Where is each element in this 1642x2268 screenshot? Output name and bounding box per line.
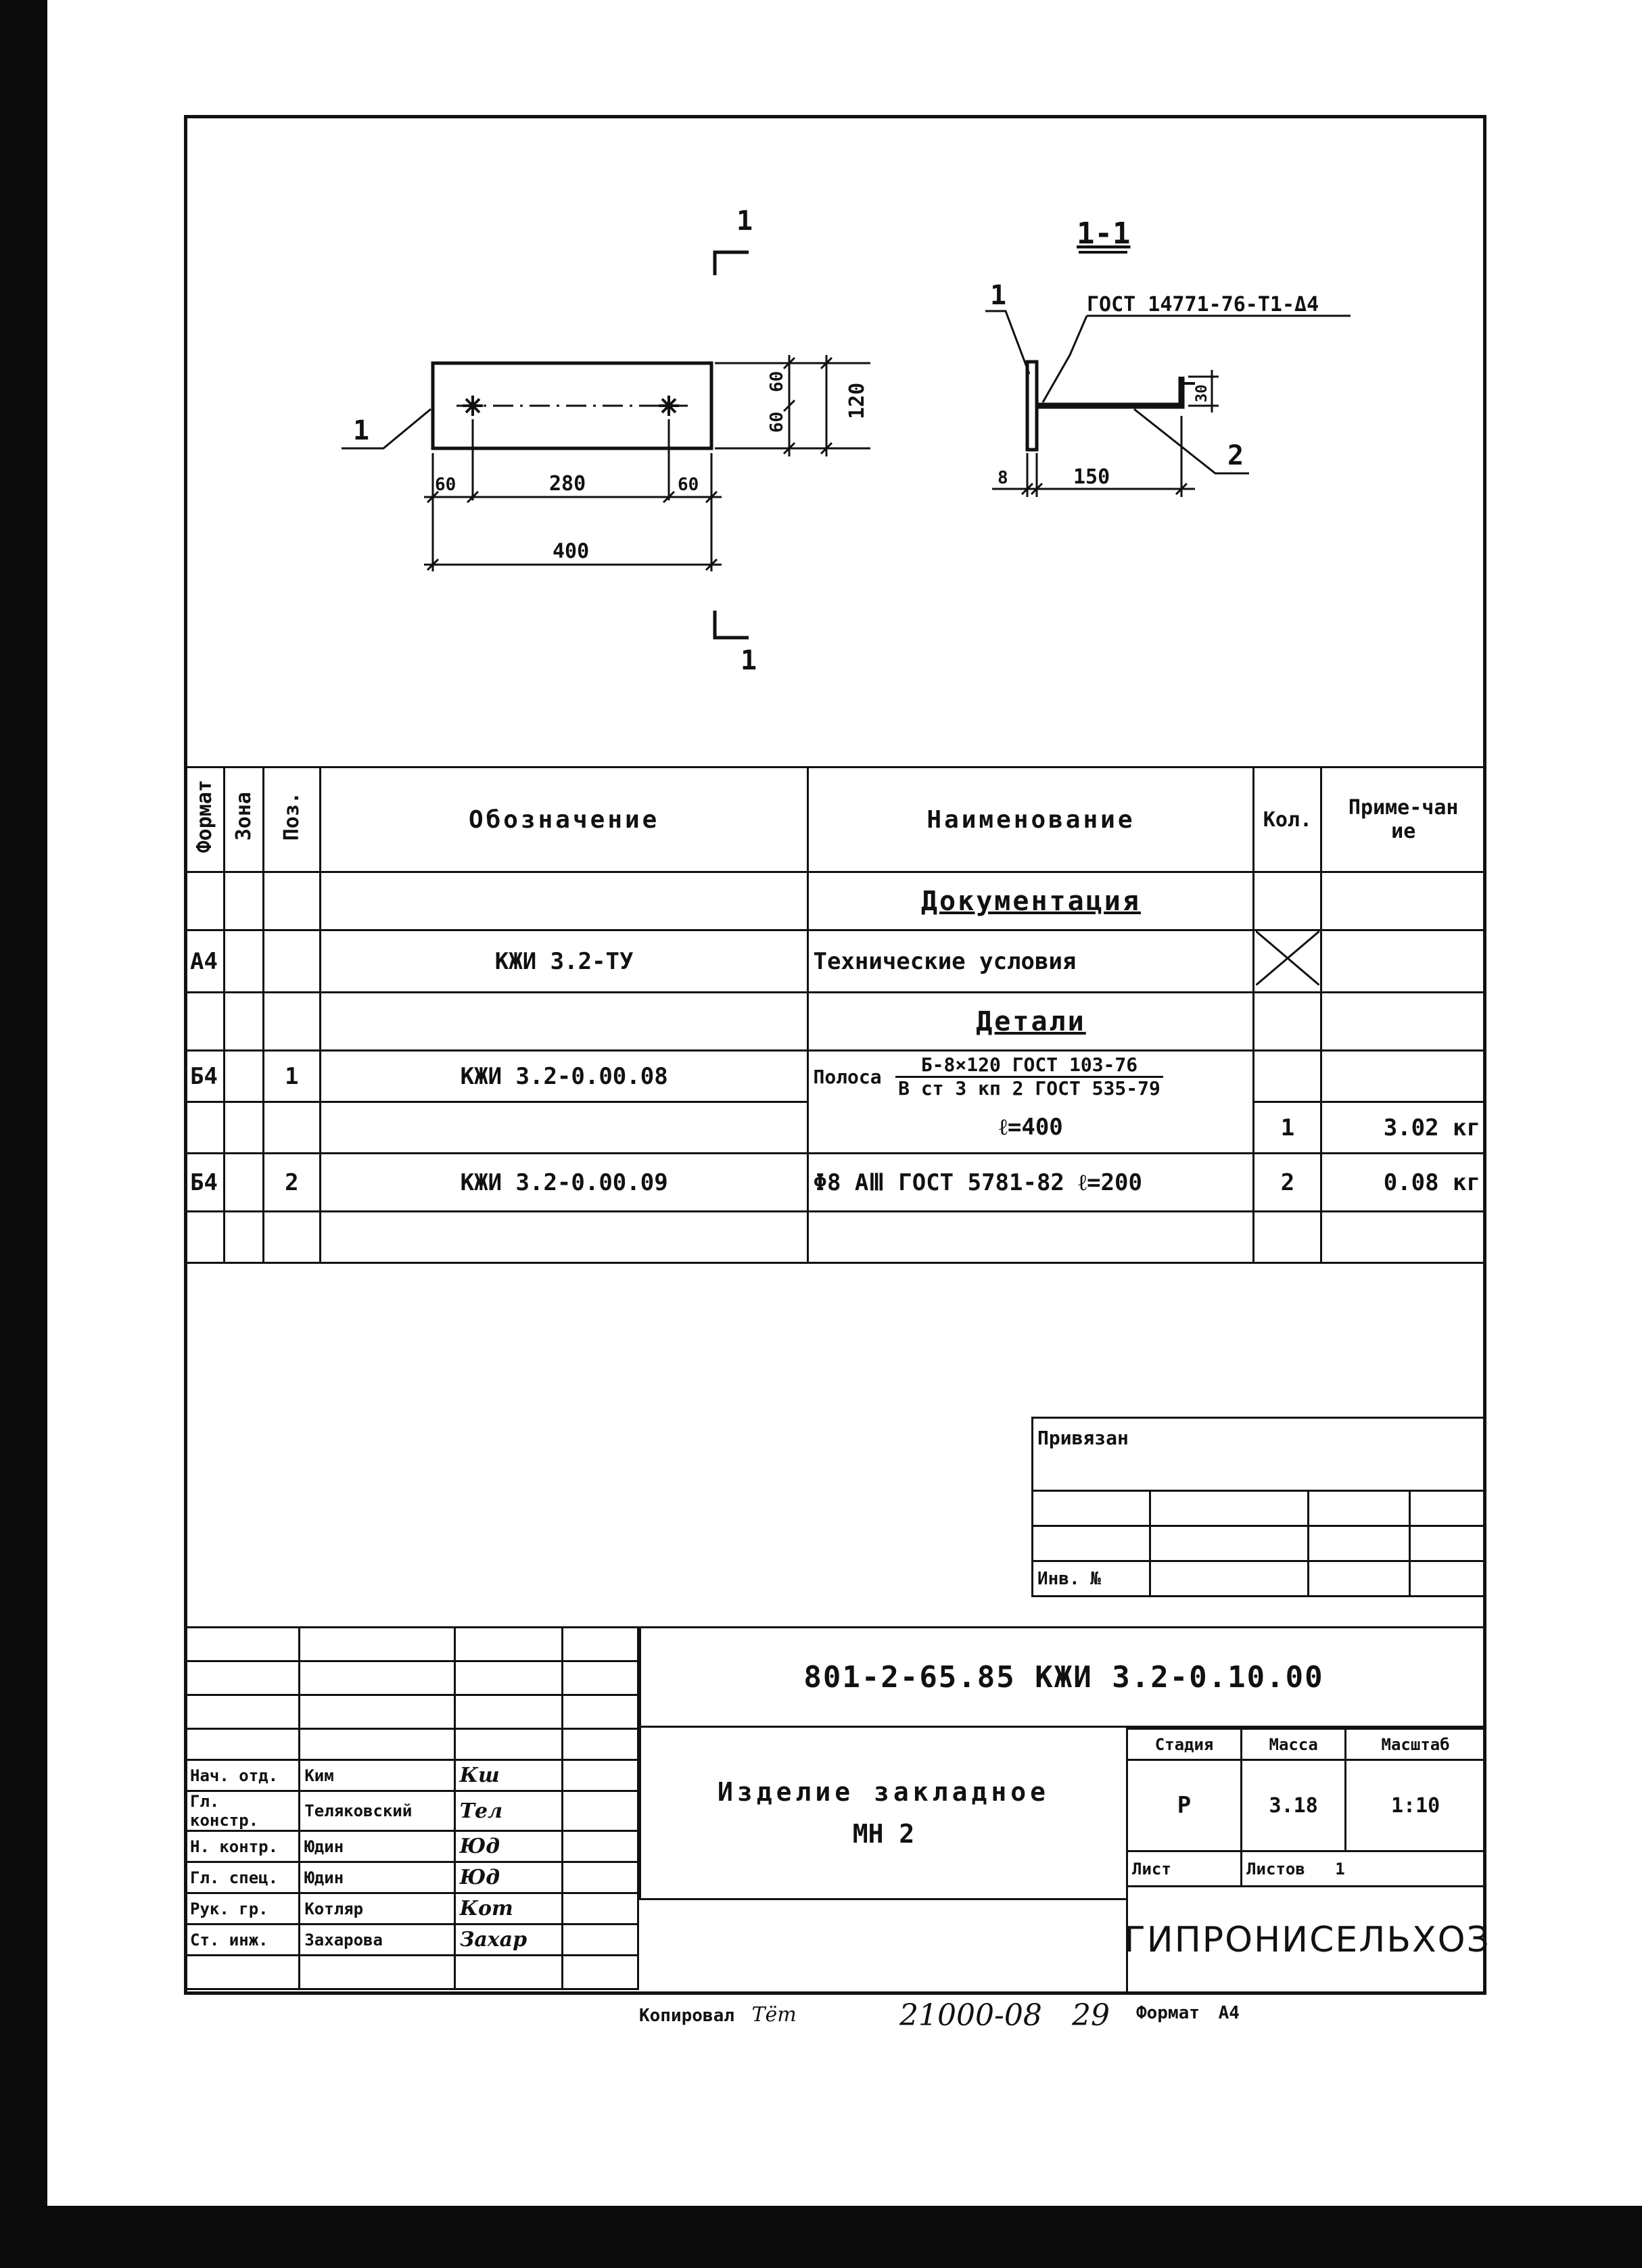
row1-note: 3.02 кг xyxy=(1321,1102,1486,1154)
person-role: Гл. констр. xyxy=(185,1791,300,1831)
section-title: 1-1 xyxy=(1077,216,1131,251)
hdr-format: Формат xyxy=(192,780,216,853)
section-marker-top-label: 1 xyxy=(736,206,753,237)
format-label: Формат xyxy=(1136,2003,1200,2023)
pos2-callout: 2 xyxy=(1227,440,1244,471)
row1-pos: 1 xyxy=(263,1051,320,1102)
format-value: А4 xyxy=(1218,2003,1240,2023)
doc-code-cell xyxy=(639,1626,1486,1728)
sheets-value: 1 xyxy=(1335,1859,1345,1879)
specification-table xyxy=(184,766,1486,1264)
weld-leader xyxy=(1043,316,1087,402)
row2-name: Φ8 АⅢ ГОСТ 5781-82 ℓ=200 xyxy=(808,1154,1254,1212)
hdr-qty: Кол. xyxy=(1254,767,1321,872)
order-number: 21000-08 xyxy=(899,1998,1042,2033)
spec-header-row xyxy=(185,767,1486,872)
item-name-line1: Изделие закладное xyxy=(718,1777,1050,1807)
person-role: Нач. отд. xyxy=(185,1760,300,1791)
person-name: Котляр xyxy=(300,1893,454,1924)
spec-row-docs xyxy=(185,930,1486,993)
person-row xyxy=(185,1862,638,1893)
person-row xyxy=(185,1760,638,1791)
person-name: Ким xyxy=(300,1760,454,1791)
person-signature: Юд xyxy=(454,1862,562,1893)
inv-label: Инв. № xyxy=(1033,1561,1150,1597)
drawing-svg xyxy=(187,118,1484,767)
dim-280: 280 xyxy=(549,472,586,496)
section-marker-top xyxy=(715,252,749,275)
dim-60-right: 60 xyxy=(678,475,699,495)
footer-format xyxy=(1136,2003,1240,2023)
row-docs-format: А4 xyxy=(185,930,225,993)
person-signature: Кш xyxy=(454,1760,562,1791)
footer-copied xyxy=(639,2003,797,2027)
person-row xyxy=(185,1791,638,1831)
item-name-line2: МН 2 xyxy=(852,1819,915,1849)
sheets-label: Листов xyxy=(1246,1859,1305,1879)
pos1-section-leader xyxy=(985,311,1029,374)
hdr-pos: Поз. xyxy=(279,792,304,841)
sheets-cell xyxy=(1242,1851,1486,1887)
copied-signature: Тёт xyxy=(751,2003,797,2027)
sheet-label: Лист xyxy=(1127,1851,1242,1887)
row1-qty: 1 xyxy=(1254,1102,1321,1154)
copied-label: Копировал xyxy=(639,2006,734,2026)
doc-code: 801-2-65.85 КЖИ 3.2-0.10.00 xyxy=(803,1659,1324,1695)
section-marker-bottom-label: 1 xyxy=(741,645,757,676)
stage-value: Р xyxy=(1127,1760,1242,1851)
anchor-mark-left xyxy=(463,396,483,416)
row1-name-prefix: Полоса xyxy=(813,1065,882,1088)
dim-60-left: 60 xyxy=(435,475,456,495)
scan-left-border xyxy=(0,0,47,2268)
row1-frac-den: В ст 3 кп 2 ГОСТ 535-79 xyxy=(898,1077,1160,1100)
row2-note: 0.08 кг xyxy=(1321,1154,1486,1212)
stage-label: Стадия xyxy=(1127,1729,1242,1760)
hdr-designation: Обозначение xyxy=(320,767,808,872)
row2-designation: КЖИ 3.2-0.00.09 xyxy=(320,1154,808,1212)
blank-cell xyxy=(639,1900,1126,1995)
plate-section xyxy=(1027,362,1037,450)
weld-gost-label: ГОСТ 14771-76-Т1-Δ4 xyxy=(1087,293,1319,316)
row1-format: Б4 xyxy=(185,1051,225,1102)
person-role: Гл. спец. xyxy=(185,1862,300,1893)
anchor-mark-right xyxy=(659,396,679,416)
privyazan-block xyxy=(1031,1417,1486,1597)
signatures-block xyxy=(184,1626,639,1990)
dim-120-vert: 120 xyxy=(845,382,869,419)
sheet-number: 29 xyxy=(1072,1998,1110,2033)
row2-format: Б4 xyxy=(185,1154,225,1212)
row-docs-name: Технические условия xyxy=(808,930,1254,993)
row-docs-designation: КЖИ 3.2-ТУ xyxy=(320,930,808,993)
person-name: Юдин xyxy=(300,1831,454,1862)
person-role: Ст. инж. xyxy=(185,1924,300,1956)
section-details-label: Детали xyxy=(976,1006,1086,1037)
person-name: Теляковский xyxy=(300,1791,454,1831)
person-signature: Кот xyxy=(454,1893,562,1924)
person-signature: Тел xyxy=(454,1791,562,1831)
row1-name xyxy=(808,1051,1254,1102)
row1-length: ℓ=400 xyxy=(808,1102,1254,1154)
scale-value: 1:10 xyxy=(1346,1760,1486,1851)
privyazan-label: Привязан xyxy=(1033,1418,1486,1491)
person-row xyxy=(185,1893,638,1924)
spec-section-docs xyxy=(185,872,1486,930)
row1-designation: КЖИ 3.2-0.00.08 xyxy=(320,1051,808,1102)
cross-mark-icon xyxy=(1256,931,1319,985)
org-cell xyxy=(1124,1885,1491,1995)
pos1-callout: 1 xyxy=(353,415,370,446)
row1-fraction xyxy=(895,1054,1163,1100)
dim-60-vert: 60 xyxy=(767,411,787,433)
dim-60-vert-b: 60 xyxy=(767,371,787,392)
row2-pos: 2 xyxy=(263,1154,320,1212)
person-role: Н. контр. xyxy=(185,1831,300,1862)
spec-row-empty xyxy=(185,1212,1486,1263)
person-role: Рук. гр. xyxy=(185,1893,300,1924)
dim-400: 400 xyxy=(553,540,590,563)
hdr-name: Наименование xyxy=(808,767,1254,872)
dim-150: 150 xyxy=(1073,465,1110,489)
person-row xyxy=(185,1924,638,1956)
anchor-bar-section xyxy=(1037,377,1181,406)
person-row xyxy=(185,1831,638,1862)
row1-frac-num: Б-8×120 ГОСТ 103-76 xyxy=(895,1054,1163,1078)
section-docs-label: Документация xyxy=(920,885,1141,917)
dim-8: 8 xyxy=(998,468,1008,488)
mass-value: 3.18 xyxy=(1242,1760,1346,1851)
cross-cell xyxy=(1254,930,1321,993)
section-marker-bottom xyxy=(715,611,749,638)
stage-mass-scale xyxy=(1126,1728,1486,1887)
dim-30: 30 xyxy=(1194,384,1211,402)
org-name: ГИПРОНИСЕЛЬХОЗ xyxy=(1124,1920,1491,1960)
scan-bottom-border xyxy=(0,2206,1642,2268)
spec-section-details xyxy=(185,993,1486,1051)
person-signature: Юд xyxy=(454,1831,562,1862)
person-signature: Захар xyxy=(454,1924,562,1956)
hdr-zone: Зона xyxy=(231,792,256,841)
person-name: Захарова xyxy=(300,1924,454,1956)
row2-qty: 2 xyxy=(1254,1154,1321,1212)
scale-label: Масштаб xyxy=(1346,1729,1486,1760)
pos1-callout-section: 1 xyxy=(990,280,1007,311)
technical-drawing xyxy=(187,118,1484,767)
spec-row-1 xyxy=(185,1051,1486,1102)
spec-row-1b xyxy=(185,1102,1486,1154)
mass-label: Масса xyxy=(1242,1729,1346,1760)
hdr-note: Приме-чание xyxy=(1321,767,1486,872)
person-name: Юдин xyxy=(300,1862,454,1893)
spec-row-2 xyxy=(185,1154,1486,1212)
item-name-cell xyxy=(639,1728,1126,1900)
